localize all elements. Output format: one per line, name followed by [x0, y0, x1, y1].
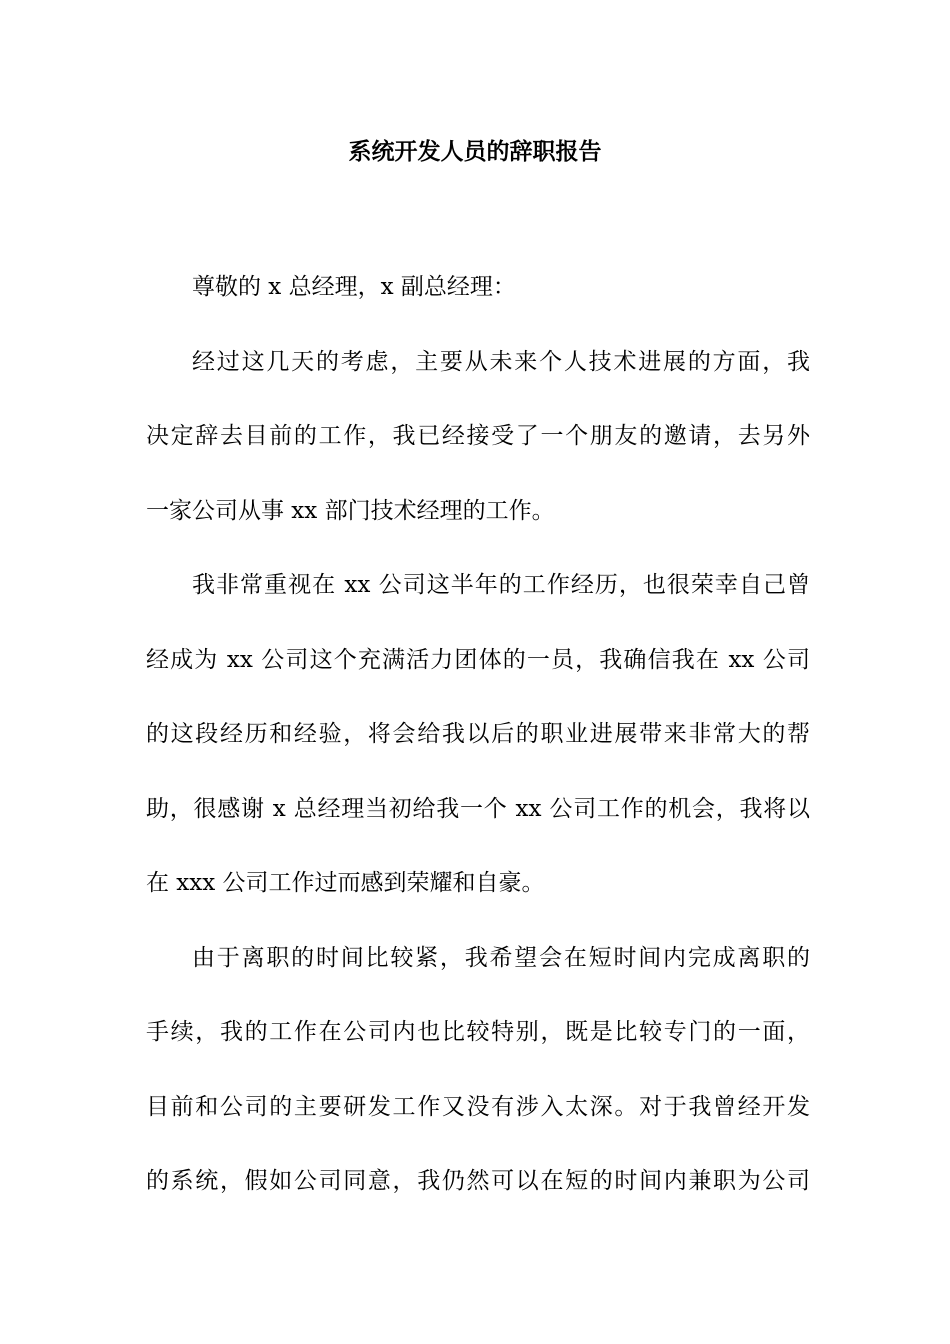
paragraph-line: 目前和公司的主要研发工作又没有涉入太深。对于我曾经开发 — [146, 1093, 810, 1120]
paragraph-line: 我非常重视在 xx 公司这半年的工作经历，也很荣幸自己曾 — [192, 572, 810, 598]
paragraph-line: 经过这几天的考虑，主要从未来个人技术进展的方面，我 — [192, 348, 810, 375]
salutation-line: 尊敬的 x 总经理，x 副总经理： — [192, 274, 516, 300]
paragraph-line: 决定辞去目前的工作，我已经接受了一个朋友的邀请，去另外 — [146, 423, 810, 449]
document-body — [146, 250, 810, 1219]
paragraph-line: 一家公司从事 xx 部门技术经理的工作。 — [146, 497, 555, 524]
paragraph-line: 助，很感谢 x 总经理当初给我一个 xx 公司工作的机会，我将以 — [146, 795, 810, 822]
paragraph-line: 经成为 xx 公司这个充满活力团体的一员，我确信我在 xx 公司 — [146, 646, 810, 673]
paragraph-line: 由于离职的时间比较紧，我希望会在短时间内完成离职的 — [192, 944, 810, 971]
paragraph-line: 在 xxx 公司工作过而感到荣耀和自豪。 — [146, 870, 545, 896]
paragraph-line: 的系统，假如公司同意，我仍然可以在短的时间内兼职为公司 — [146, 1168, 810, 1194]
document-title: 系统开发人员的辞职报告 — [348, 138, 602, 165]
paragraph-2 — [146, 548, 810, 921]
paragraph-1 — [146, 325, 810, 549]
paragraph-line: 的这段经历和经验，将会给我以后的职业进展带来非常大的帮 — [146, 721, 810, 747]
salutation — [146, 250, 810, 325]
paragraph-3 — [146, 921, 810, 1219]
paragraph-line: 手续，我的工作在公司内也比较特别，既是比较专门的一面， — [146, 1019, 810, 1045]
